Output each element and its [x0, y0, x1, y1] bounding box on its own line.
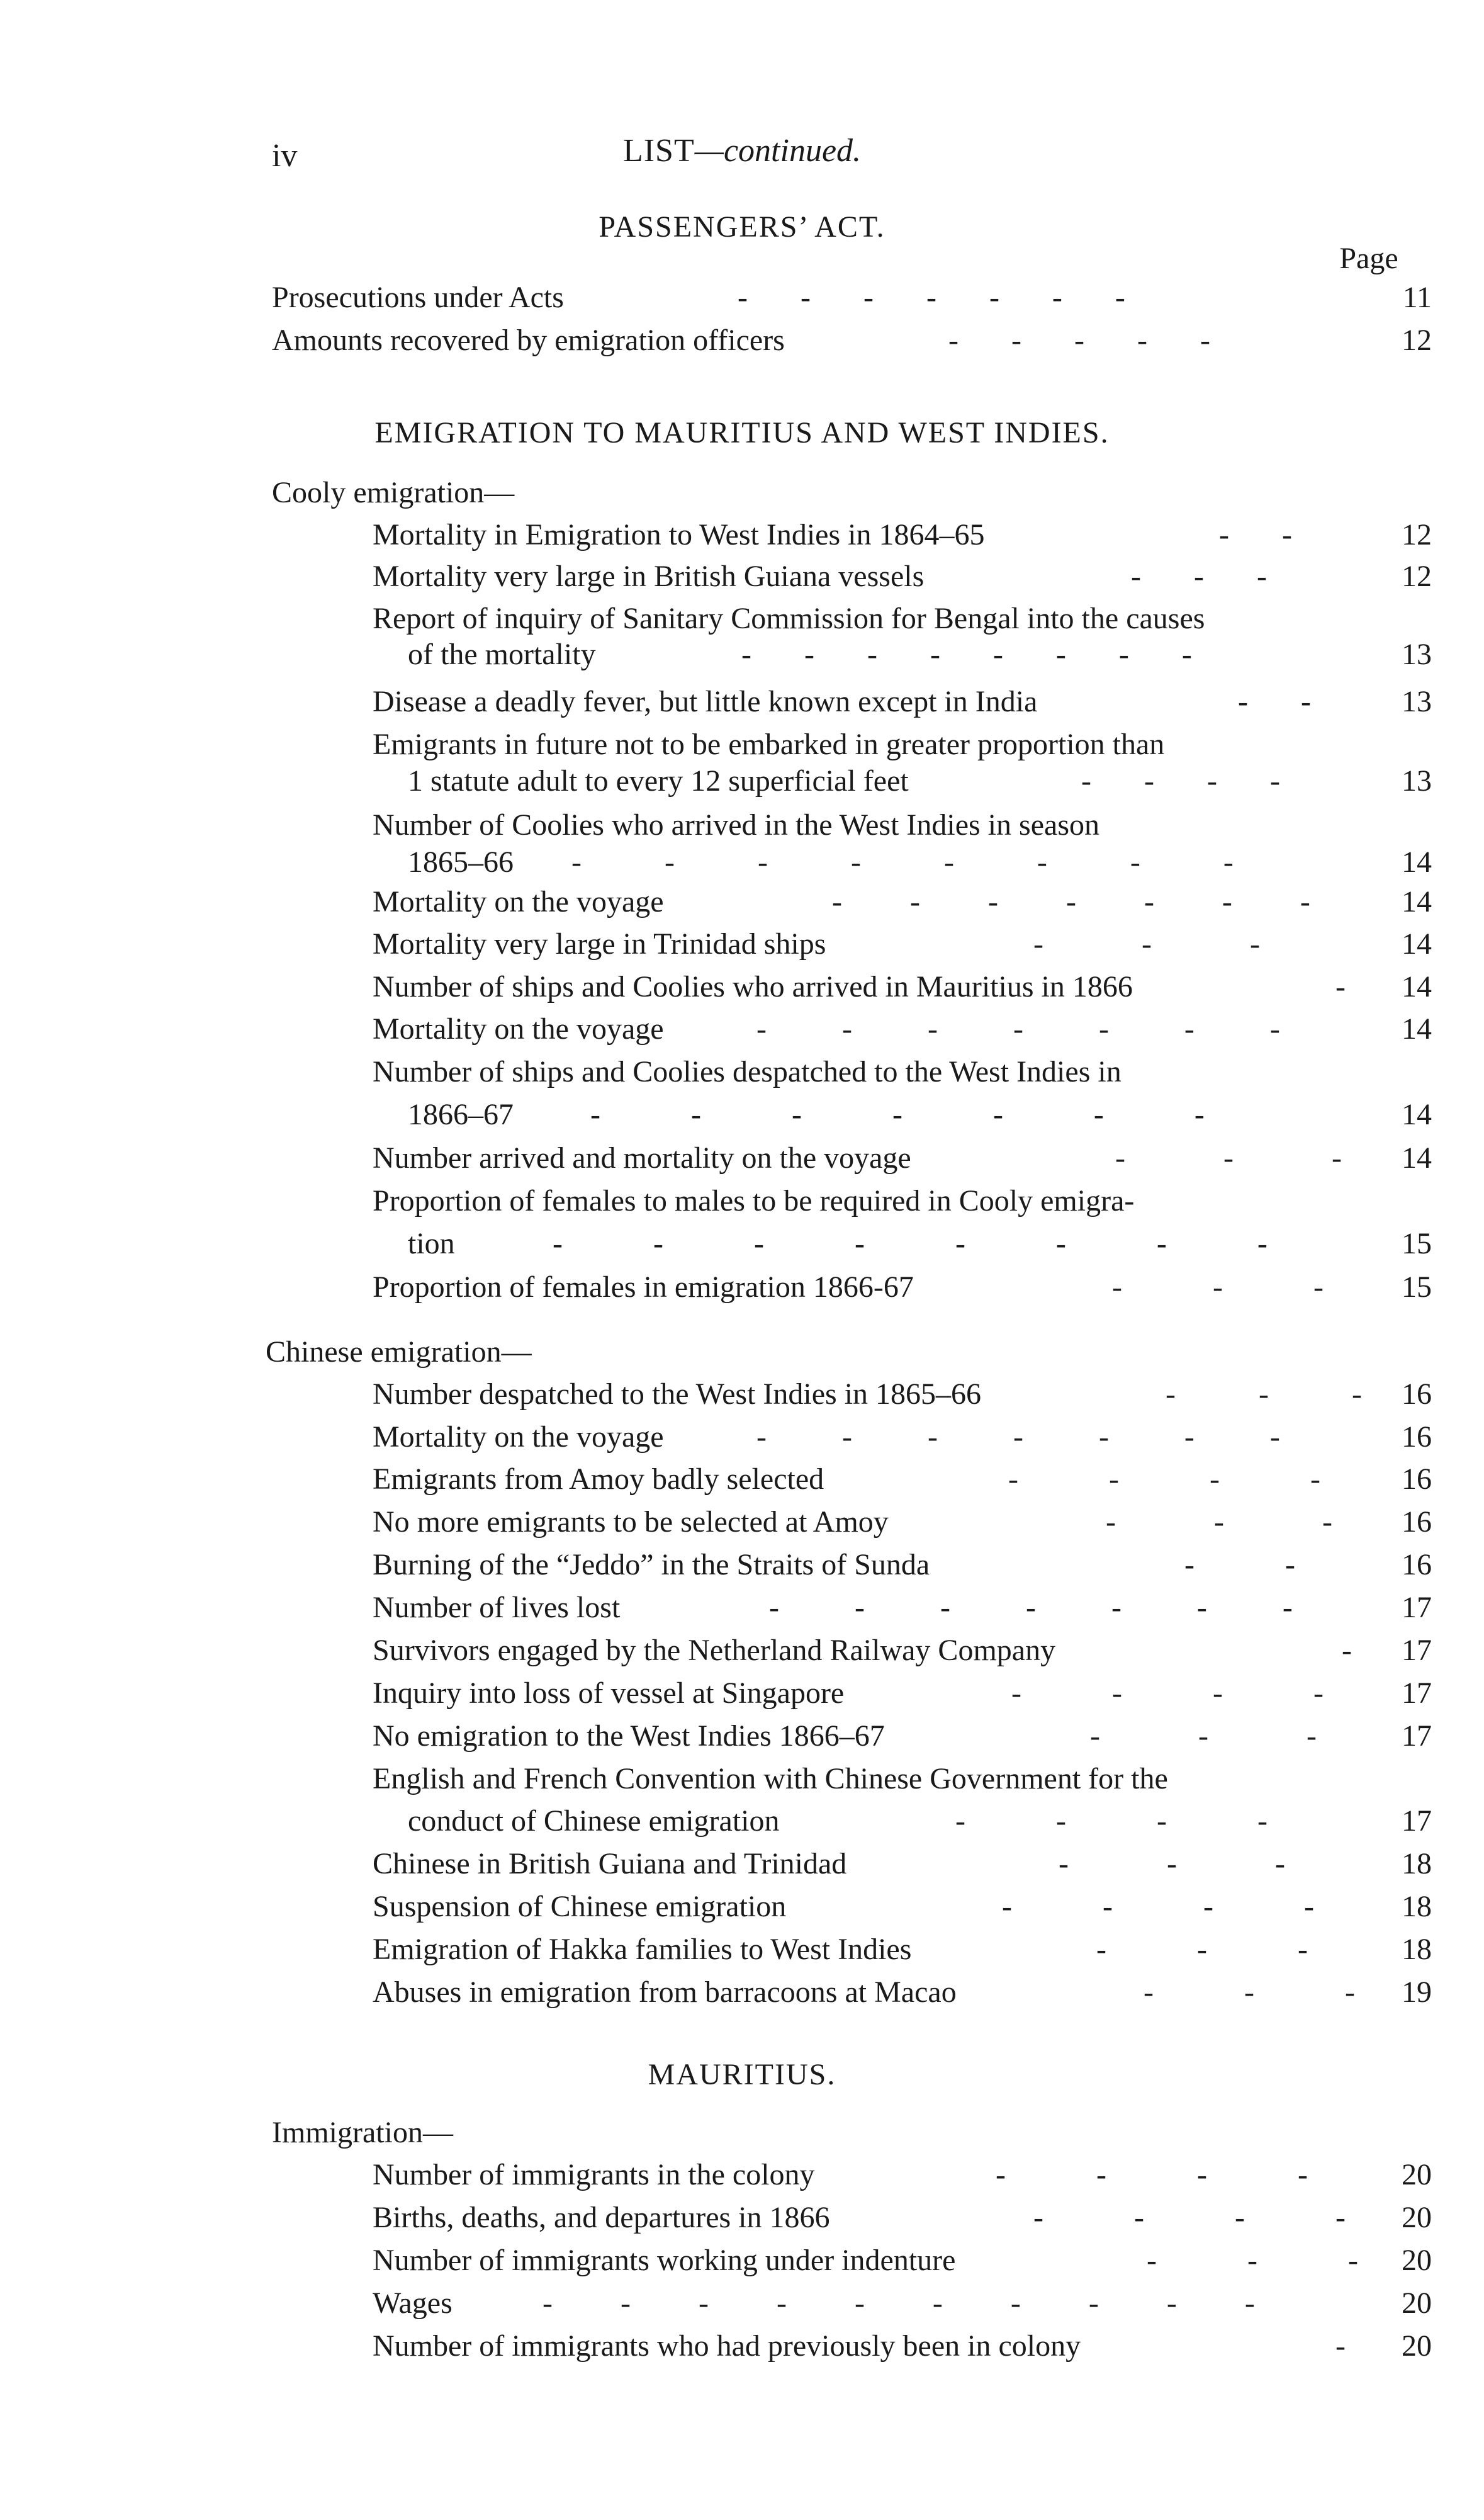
entry-page: 19 — [1402, 1975, 1432, 2009]
entry-text: Proportion of females to males to be required in Cooly emigra- — [373, 1184, 1135, 1218]
entry-text: Births, deaths, and departures in 1866 — [373, 2201, 830, 2234]
entry-page: 14 — [1402, 1141, 1432, 1175]
entry-text: Report of inquiry of Sanitary Commission for Bengal into the causes — [373, 602, 1205, 635]
entry-text: Mortality on the voyage — [373, 1420, 664, 1454]
entry-text: conduct of Chinese emigration — [408, 1804, 780, 1838]
entry-page: 17 — [1402, 1804, 1432, 1838]
entry-text: Number of Coolies who arrived in the West Indies in season — [373, 808, 1100, 842]
entry-page: 17 — [1402, 1676, 1432, 1710]
leader-dots: - - - - - - - - - - — [542, 2286, 1255, 2320]
leader-dots: - - - - - - - — [738, 281, 1125, 314]
leader-dots: - - — [1219, 518, 1292, 551]
leader-dots: - - - — [1033, 927, 1260, 961]
leader-dots: - - - — [1131, 560, 1267, 593]
entry-page: 11 — [1402, 281, 1432, 314]
leader-dots: - - - - - - - - — [571, 845, 1234, 879]
page-number: iv — [272, 138, 298, 174]
running-header-suffix: —continued. — [694, 133, 862, 169]
entry-text: Mortality on the voyage — [373, 1012, 664, 1046]
entry-page: 18 — [1402, 1890, 1432, 1923]
entry-text: Number of immigrants who had previously been in colony — [373, 2329, 1081, 2363]
entry-page: 20 — [1402, 2244, 1432, 2277]
section-title-passengers-act: PASSENGERS’ ACT. — [599, 210, 885, 244]
entry-text: 1865–66 — [408, 845, 514, 879]
entry-page: 16 — [1402, 1377, 1432, 1411]
leader-dots: - - - - — [1008, 1462, 1320, 1496]
entry-text: Disease a deadly fever, but little known except in India — [373, 685, 1038, 718]
entry-page: 13 — [1402, 638, 1432, 671]
leader-dots: - — [1335, 970, 1346, 1003]
entry-text: Emigrants in future not to be embarked in greater proportion than — [373, 728, 1165, 761]
entry-text: Chinese in British Guiana and Trinidad — [373, 1847, 847, 1880]
entry-page: 13 — [1402, 764, 1432, 798]
entry-text: No more emigrants to be selected at Amoy — [373, 1505, 889, 1539]
entry-text: 1866–67 — [408, 1098, 514, 1131]
entry-page: 14 — [1402, 885, 1432, 918]
entry-page: 12 — [1402, 560, 1432, 593]
entry-text: Mortality in Emigration to West Indies in 1864–65 — [373, 518, 985, 551]
entry-text: Abuses in emigration from barracoons at Macao — [373, 1975, 957, 2009]
entry-page: 17 — [1402, 1591, 1432, 1624]
entry-text: Suspension of Chinese emigration — [373, 1890, 787, 1923]
entry-page: 20 — [1402, 2201, 1432, 2234]
leader-dots: - - - - — [996, 2158, 1308, 2191]
entry-text: of the mortality — [408, 638, 596, 671]
entry-page: 12 — [1402, 518, 1432, 551]
leader-dots: - - - - - — [948, 324, 1210, 357]
section-title-emigration: EMIGRATION TO MAURITIUS AND WEST INDIES. — [374, 416, 1110, 449]
group-heading-cooly: Cooly emigration— — [272, 476, 515, 509]
entry-text: Prosecutions under Acts — [272, 281, 564, 314]
entry-text: Number despatched to the West Indies in 1865–66 — [373, 1377, 982, 1411]
leader-dots: - - - — [1096, 1933, 1308, 1966]
entry-page: 17 — [1402, 1634, 1432, 1667]
entry-text: Wages — [373, 2286, 453, 2320]
leader-dots: - - - — [1090, 1719, 1317, 1753]
leader-dots: - - - — [1147, 2244, 1358, 2277]
leader-dots: - - - - — [1002, 1890, 1314, 1923]
entry-text: Number of ships and Coolies who arrived in Mauritius in 1866 — [373, 970, 1133, 1003]
entry-page: 17 — [1402, 1719, 1432, 1753]
entry-page: 14 — [1402, 927, 1432, 961]
entry-page: 16 — [1402, 1420, 1432, 1454]
entry-text: tion — [408, 1227, 455, 1260]
leader-dots: - - - - - - - — [756, 1012, 1280, 1046]
entry-page: 16 — [1402, 1462, 1432, 1496]
leader-dots: - - - - - - - — [769, 1591, 1293, 1624]
leader-dots: - - - — [1059, 1847, 1285, 1880]
leader-dots: - - - - - - - - — [741, 638, 1192, 671]
entry-page: 16 — [1402, 1548, 1432, 1581]
entry-page: 16 — [1402, 1505, 1432, 1539]
entry-text: English and French Convention with Chinese Government for the — [373, 1762, 1168, 1795]
entry-text: Mortality very large in British Guiana vessels — [373, 560, 925, 593]
entry-page: 15 — [1402, 1270, 1432, 1304]
leader-dots: - - - - - - - — [756, 1420, 1280, 1454]
entry-text: Inquiry into loss of vessel at Singapore — [373, 1676, 845, 1710]
group-heading-chinese: Chinese emigration— — [266, 1335, 532, 1369]
leader-dots: - — [1342, 1634, 1352, 1667]
entry-text: 1 statute adult to every 12 superficial feet — [408, 764, 909, 798]
leader-dots: - - - — [1144, 1975, 1355, 2009]
entry-text: Emigrants from Amoy badly selected — [373, 1462, 824, 1496]
entry-text: Survivors engaged by the Netherland Railway Company — [373, 1634, 1056, 1667]
entry-page: 12 — [1402, 324, 1432, 357]
leader-dots: - - - — [1106, 1505, 1332, 1539]
entry-text: Number of immigrants working under indenture — [373, 2244, 956, 2277]
leader-dots: - - - — [1112, 1270, 1324, 1304]
leader-dots: - - - - — [1081, 764, 1280, 798]
leader-dots: - - - - — [955, 1804, 1268, 1838]
page-column-label: Page — [1339, 242, 1398, 275]
entry-text: Number arrived and mortality on the voyage — [373, 1141, 911, 1175]
entry-text: Amounts recovered by emigration officers — [272, 324, 785, 357]
entry-page: 15 — [1402, 1227, 1432, 1260]
entry-page: 14 — [1402, 1012, 1432, 1046]
leader-dots: - - — [1238, 685, 1311, 718]
entry-text: Proportion of females in emigration 1866-67 — [373, 1270, 914, 1304]
entry-page: 18 — [1402, 1933, 1432, 1966]
entry-page: 20 — [1402, 2329, 1432, 2363]
entry-page: 20 — [1402, 2286, 1432, 2320]
section-title-mauritius: MAURITIUS. — [648, 2058, 836, 2091]
leader-dots: - - — [1184, 1548, 1295, 1581]
leader-dots: - - - - - - - — [590, 1098, 1205, 1131]
entry-text: Number of immigrants in the colony — [373, 2158, 815, 2191]
leader-dots: - - - - - - - — [832, 885, 1310, 918]
entry-text: Mortality on the voyage — [373, 885, 664, 918]
entry-text: Mortality very large in Trinidad ships — [373, 927, 826, 961]
entry-text: Burning of the “Jeddo” in the Straits of Sunda — [373, 1548, 930, 1581]
leader-dots: - - - - — [1011, 1676, 1324, 1710]
entry-text: Number of lives lost — [373, 1591, 621, 1624]
leader-dots: - - - — [1166, 1377, 1362, 1411]
entry-page: 18 — [1402, 1847, 1432, 1880]
leader-dots: - - - - — [1033, 2201, 1346, 2234]
entry-page: 13 — [1402, 685, 1432, 718]
entry-page: 14 — [1402, 845, 1432, 879]
leader-dots: - — [1335, 2329, 1346, 2363]
running-header — [0, 132, 1484, 169]
leader-dots: - - - — [1115, 1141, 1342, 1175]
entry-text: No emigration to the West Indies 1866–67 — [373, 1719, 885, 1753]
entry-text: Emigration of Hakka families to West Indies — [373, 1933, 912, 1966]
entry-page: 20 — [1402, 2158, 1432, 2191]
group-heading-immigration: Immigration— — [272, 2116, 453, 2149]
entry-page: 14 — [1402, 970, 1432, 1003]
entry-text: Number of ships and Coolies despatched to the West Indies in — [373, 1055, 1121, 1088]
running-header-title: LIST — [622, 133, 695, 169]
leader-dots: - - - - - - - - — [553, 1227, 1268, 1260]
entry-page: 14 — [1402, 1098, 1432, 1131]
